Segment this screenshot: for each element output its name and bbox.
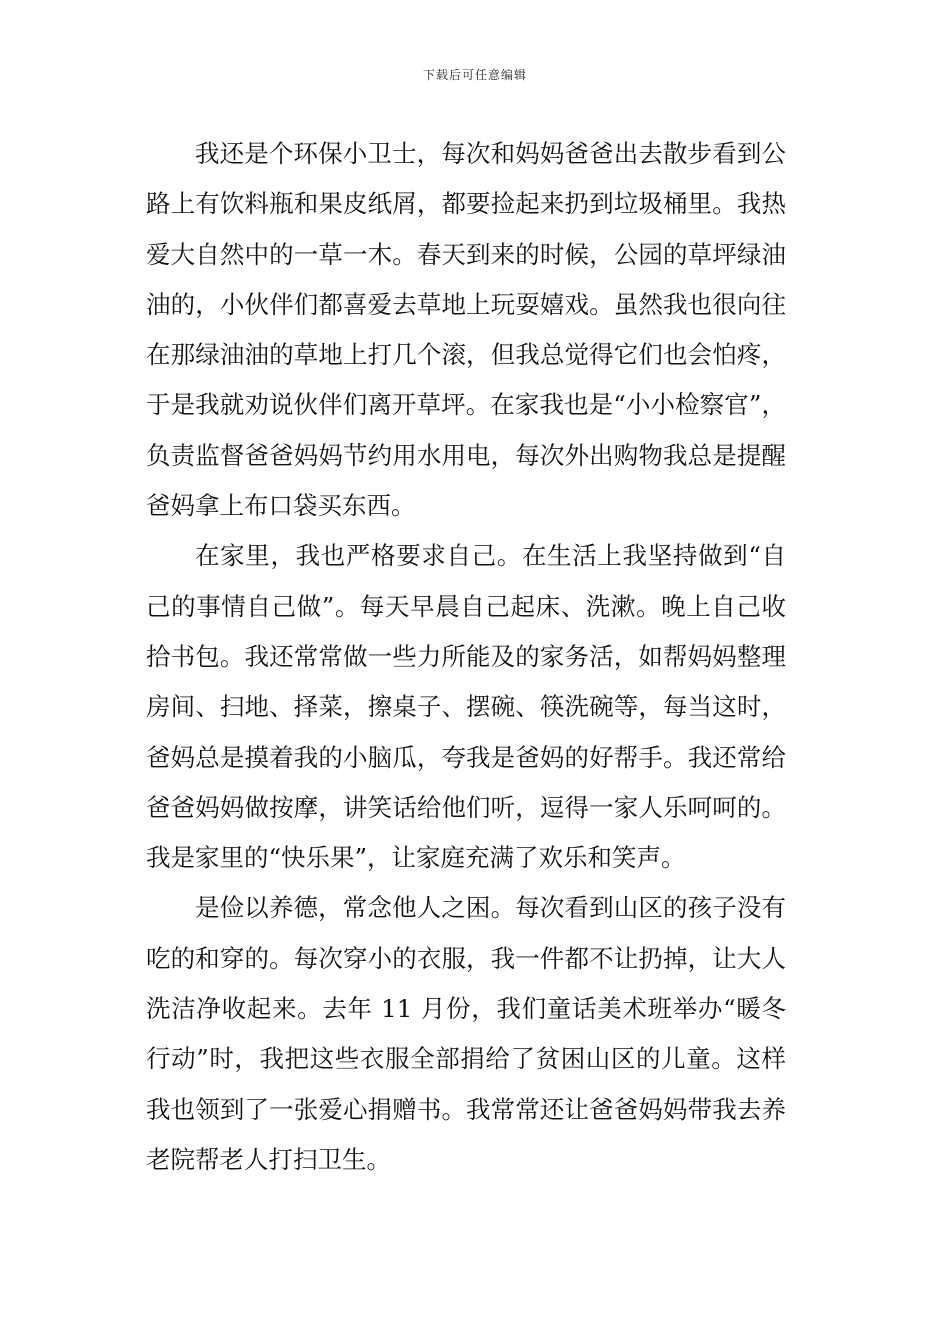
paragraph-environment: 我还是个环保小卫士，每次和妈妈爸爸出去散步看到公路上有饮料瓶和果皮纸屑，都要捡起来扔到垃圾桶里。我热爱大自然中的一草一木。春天到来的时候，公园的草坪绿油油的，小伙伴们都喜爱去草地上玩耍嬉戏。虽然我也很向往在那绿油油的草地上打几个滚，但我总觉得它们也会怕疼，于是我就劝说伙伴们离开草坪。在家我也是“小小检察官”，负责监督爸爸妈妈节约用水用电，每次外出购物我总是提醒爸妈拿上布口袋买东西。 <box>146 139 786 521</box>
paragraph-home: 在家里，我也严格要求自己。在生活上我坚持做到“自己的事情自己做”。每天早晨自己起床、洗漱。晚上自己收拾书包。我还常常做一些力所能及的家务活，如帮妈妈整理房间、扫地、择菜，擦桌子、摆碗、筷洗碗等，每当这时，爸妈总是摸着我的小脑瓜，夸我是爸妈的好帮手。我还常给爸爸妈妈做按摩，讲笑话给他们听，逗得一家人乐呵呵的。我是家里的“快乐果”，让家庭充满了欢乐和笑声。 <box>146 541 786 873</box>
document-body <box>146 129 786 1185</box>
paragraph-thrift: 是俭以养德，常念他人之困。每次看到山区的孩子没有吃的和穿的。每次穿小的衣服，我一件都不让扔掉，让大人洗洁净收起来。去年 11 月份，我们童话美术班举办“暖冬行动”时，我把这些衣服全部捐给了贫困山区的儿童。这样我也领到了一张爱心捐赠书。我常常还让爸爸妈妈带我去养老院帮老人打扫卫生。 <box>146 893 786 1174</box>
page-header-note: 下载后可任意编辑 <box>422 68 527 82</box>
